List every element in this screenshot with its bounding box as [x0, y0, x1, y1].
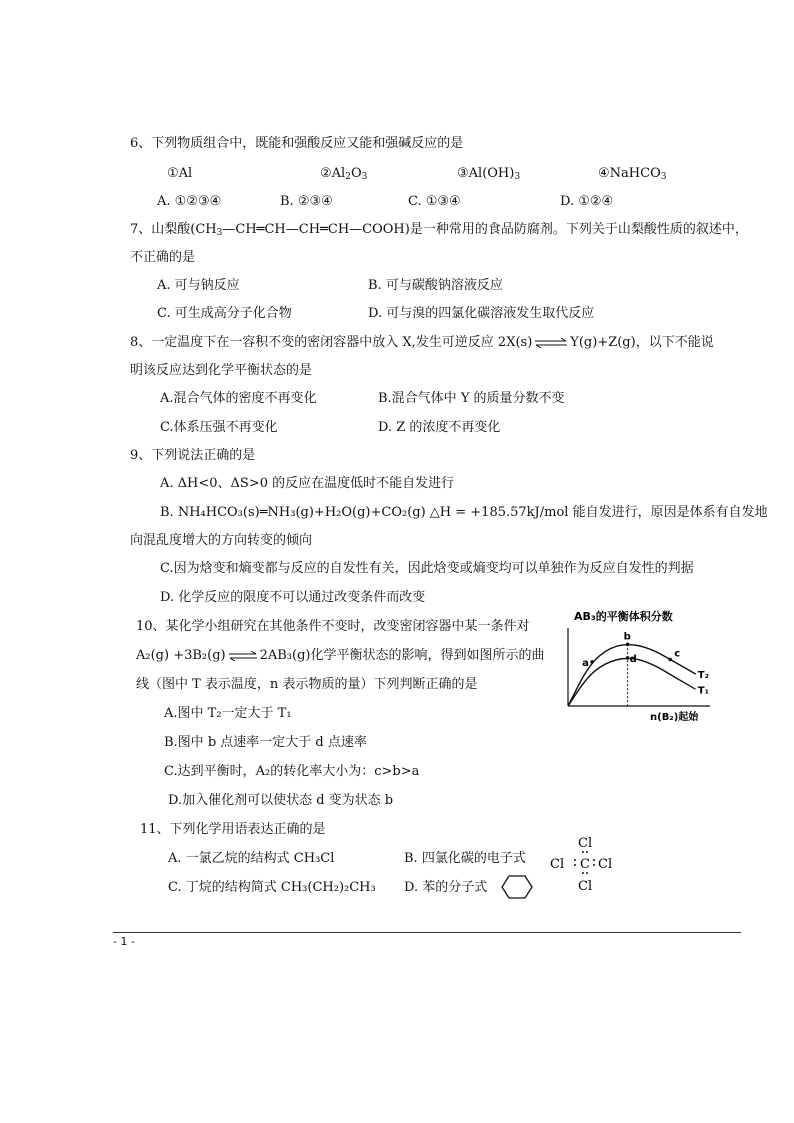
- q10-option-b: B.图中 b 点速率一定大于 d 点速率: [164, 735, 367, 750]
- equilibrium-arrow-icon: [228, 651, 258, 661]
- q11-option-d: D. 苯的分子式: [404, 880, 488, 895]
- q10-stem-line3: 线（图中 T 表示温度，n 表示物质的量）下列判断正确的是: [136, 677, 478, 692]
- q8-stem-line2: 明该反应达到化学平衡状态的是: [130, 363, 313, 378]
- q7-stem: 7、山梨酸$(CH_3—CH═CH—CH═CH—COOH)$是一种常用的食品防腐剂。下列关于山梨酸性质的叙述中，: [130, 222, 748, 238]
- point-label-a: a: [582, 657, 589, 669]
- point-label-b: b: [623, 631, 631, 643]
- q9-stem: 9、下列说法正确的是: [130, 448, 256, 463]
- q6-item-3: $③Al(OH)_3$: [457, 166, 521, 182]
- ccl4-electron-formula: [548, 835, 620, 893]
- x-axis-label: n(B₂)起始: [650, 712, 699, 723]
- ccl4-bottom-cl: Cl: [578, 879, 593, 893]
- point-label-c: c: [674, 648, 681, 660]
- q6-option-a: A. ①②③④: [157, 194, 222, 209]
- q7-option-b: B. 可与碳酸钠溶液反应: [368, 278, 503, 293]
- q7-stem-line2: 不正确的是: [130, 250, 196, 265]
- q8-option-a: A.混合气体的密度不再变化: [160, 391, 317, 406]
- q10-stem-line2: A₂(g) +3B₂(g) 2AB₃(g)化学平衡状态的影响，得到如图所示的曲: [136, 648, 545, 663]
- q6-item-1: ①Al: [167, 166, 193, 181]
- q10-option-d: D.加入催化剂可以使状态 d 变为状态 b: [168, 793, 394, 808]
- point-c: [668, 658, 672, 662]
- q9-option-c: C.因为焓变和熵变都与反应的自发性有关，因此焓变或熵变均可以单独作为反应自发性的判据: [160, 561, 694, 576]
- equilibrium-arrow-icon: [534, 338, 568, 348]
- q11-option-a: A. 一氯乙烷的结构式 CH₃Cl: [168, 851, 335, 866]
- point-a: [590, 660, 594, 664]
- q7-option-d: D. 可与溴的四氯化碳溶液发生取代反应: [368, 306, 595, 321]
- q6-option-c: C. ①③④: [408, 194, 461, 209]
- q6-item-2: $②Al_2O_3$: [320, 166, 368, 182]
- q9-option-b-line2: 向混乱度增大的方向转变的倾向: [130, 533, 313, 548]
- ccl4-right-cl: Cl: [598, 857, 613, 872]
- ccl4-top-cl: Cl: [578, 836, 593, 851]
- series-label-t2: T₂: [697, 670, 710, 682]
- point-label-d: d: [629, 653, 637, 665]
- q9-option-d: D. 化学反应的限度不可以通过改变条件而改变: [160, 590, 426, 605]
- q6-stem: 6、下列物质组合中，既能和强酸反应又能和强碱反应的是: [130, 136, 464, 151]
- page-number: - 1 -: [113, 935, 135, 948]
- q8-option-c: C.体系压强不再变化: [160, 420, 278, 435]
- footer-divider: [113, 932, 741, 933]
- q10-stem: 10、某化学小组研究在其他条件不变时，改变密闭容器中某一条件对: [136, 619, 530, 634]
- q6-option-d: D. ①②④: [560, 194, 614, 209]
- q6-option-b: B. ②③④: [280, 194, 333, 209]
- q8-stem: 8、一定温度下在一容积不变的密闭容器中放入 X,发生可逆反应 2X(s) Y(g)+Z(g)，以下不能说: [130, 335, 714, 350]
- q6-item-4: ④NaHCO$_3$: [598, 166, 667, 182]
- q9-option-a: A. ΔH<0、ΔS>0 的反应在温度低时不能自发进行: [160, 476, 455, 491]
- q7-option-c: C. 可生成高分子化合物: [157, 306, 292, 321]
- q11-option-c: C. 丁烷的结构简式 CH₃(CH₂)₂CH₃: [168, 880, 376, 895]
- ccl4-left-cl: Cl: [550, 857, 565, 872]
- q7-option-a: A. 可与钠反应: [157, 278, 240, 293]
- q10-option-c: C.达到平衡时，A₂的转化率大小为：c>b>a: [164, 764, 420, 779]
- chart-title: AB₃的平衡体积分数: [574, 610, 673, 623]
- q8-option-b: B.混合气体中 Y 的质量分数不变: [378, 391, 565, 406]
- q11-option-b: B. 四氯化碳的电子式: [404, 851, 526, 866]
- equilibrium-chart: [560, 608, 720, 723]
- ccl4-center-c: C: [580, 857, 590, 872]
- q9-option-b: B. NH₄HCO₃(s)═NH₃(g)+H₂O(g)+CO₂(g) △H = +185.57kJ/mol 能自发进行，原因是体系有自发地: [160, 505, 768, 520]
- benzene-ring-icon: [500, 874, 534, 900]
- q11-stem: 11、下列化学用语表达正确的是: [140, 822, 326, 837]
- q8-option-d: D. Z 的浓度不再变化: [378, 420, 501, 435]
- series-label-t1: T₁: [697, 685, 710, 697]
- q10-option-a: A.图中 T₂一定大于 T₁: [164, 706, 292, 721]
